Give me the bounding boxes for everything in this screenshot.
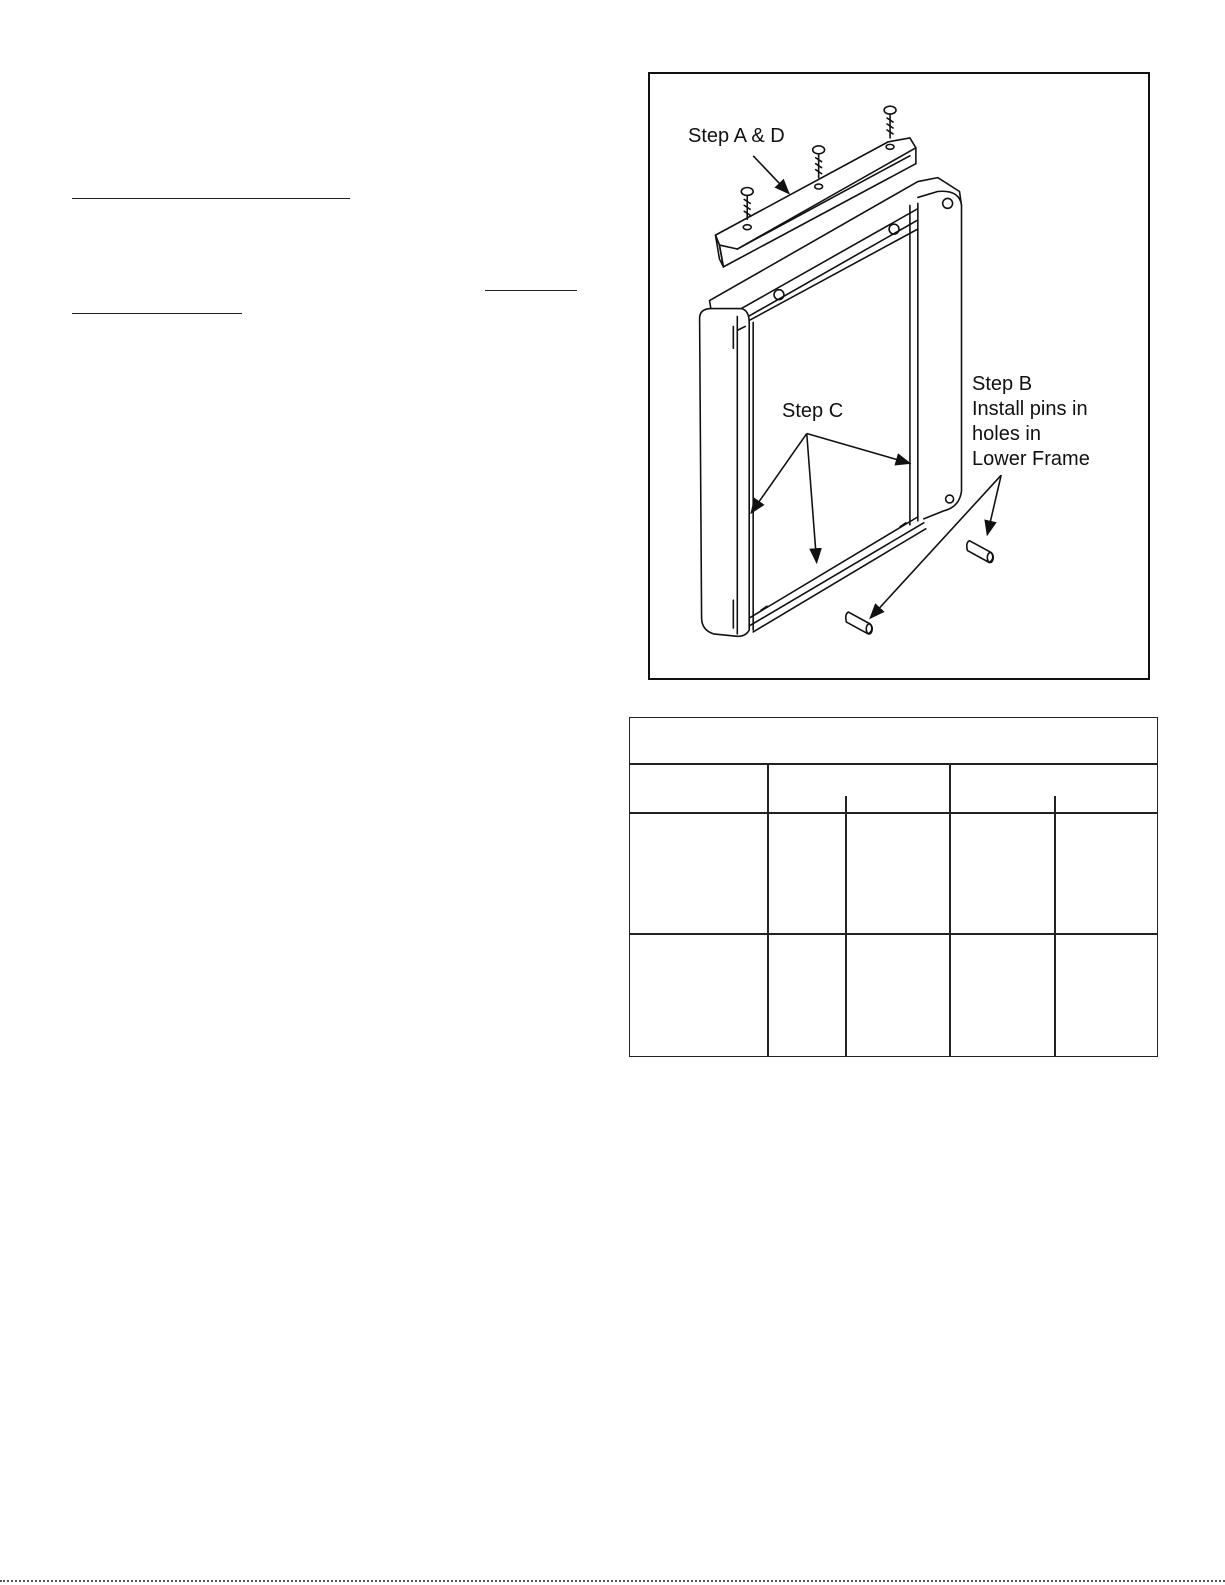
underline-rule-3: [72, 313, 242, 314]
callout-step-b-line1: Install pins in: [972, 398, 1088, 420]
pin-2: [967, 541, 993, 563]
screw-1: [741, 188, 753, 220]
screw-3: [884, 106, 896, 138]
table-row-divider: [630, 933, 1157, 935]
screw-2: [813, 146, 825, 178]
callout-step-b-line3: Lower Frame: [972, 448, 1090, 470]
table-col-divider-4: [1054, 796, 1056, 1056]
table-col-divider-2: [845, 796, 847, 1056]
table-subheader-divider: [630, 812, 1157, 814]
page-bottom-border: [0, 1580, 1225, 1582]
table-header-divider: [630, 763, 1157, 765]
table-col-divider-3: [949, 763, 951, 1056]
frame-right-column: [910, 191, 962, 525]
frame-assembly-drawing: [650, 74, 1148, 678]
underline-rule-1: [72, 198, 350, 199]
frame-left-column: [700, 309, 754, 637]
callout-step-b-line2: holes in: [972, 423, 1041, 445]
callout-step-b-title: Step B: [972, 373, 1033, 395]
table-col-divider-1: [767, 763, 769, 1056]
callout-step-a-d: Step A & D: [688, 125, 785, 147]
frame-bottom-rail: [749, 517, 926, 632]
callout-step-c: Step C: [782, 400, 844, 422]
spec-table-grid: [629, 717, 1158, 1057]
pin-1: [846, 612, 872, 634]
assembly-figure: [648, 72, 1150, 680]
underline-rule-2: [485, 290, 577, 291]
